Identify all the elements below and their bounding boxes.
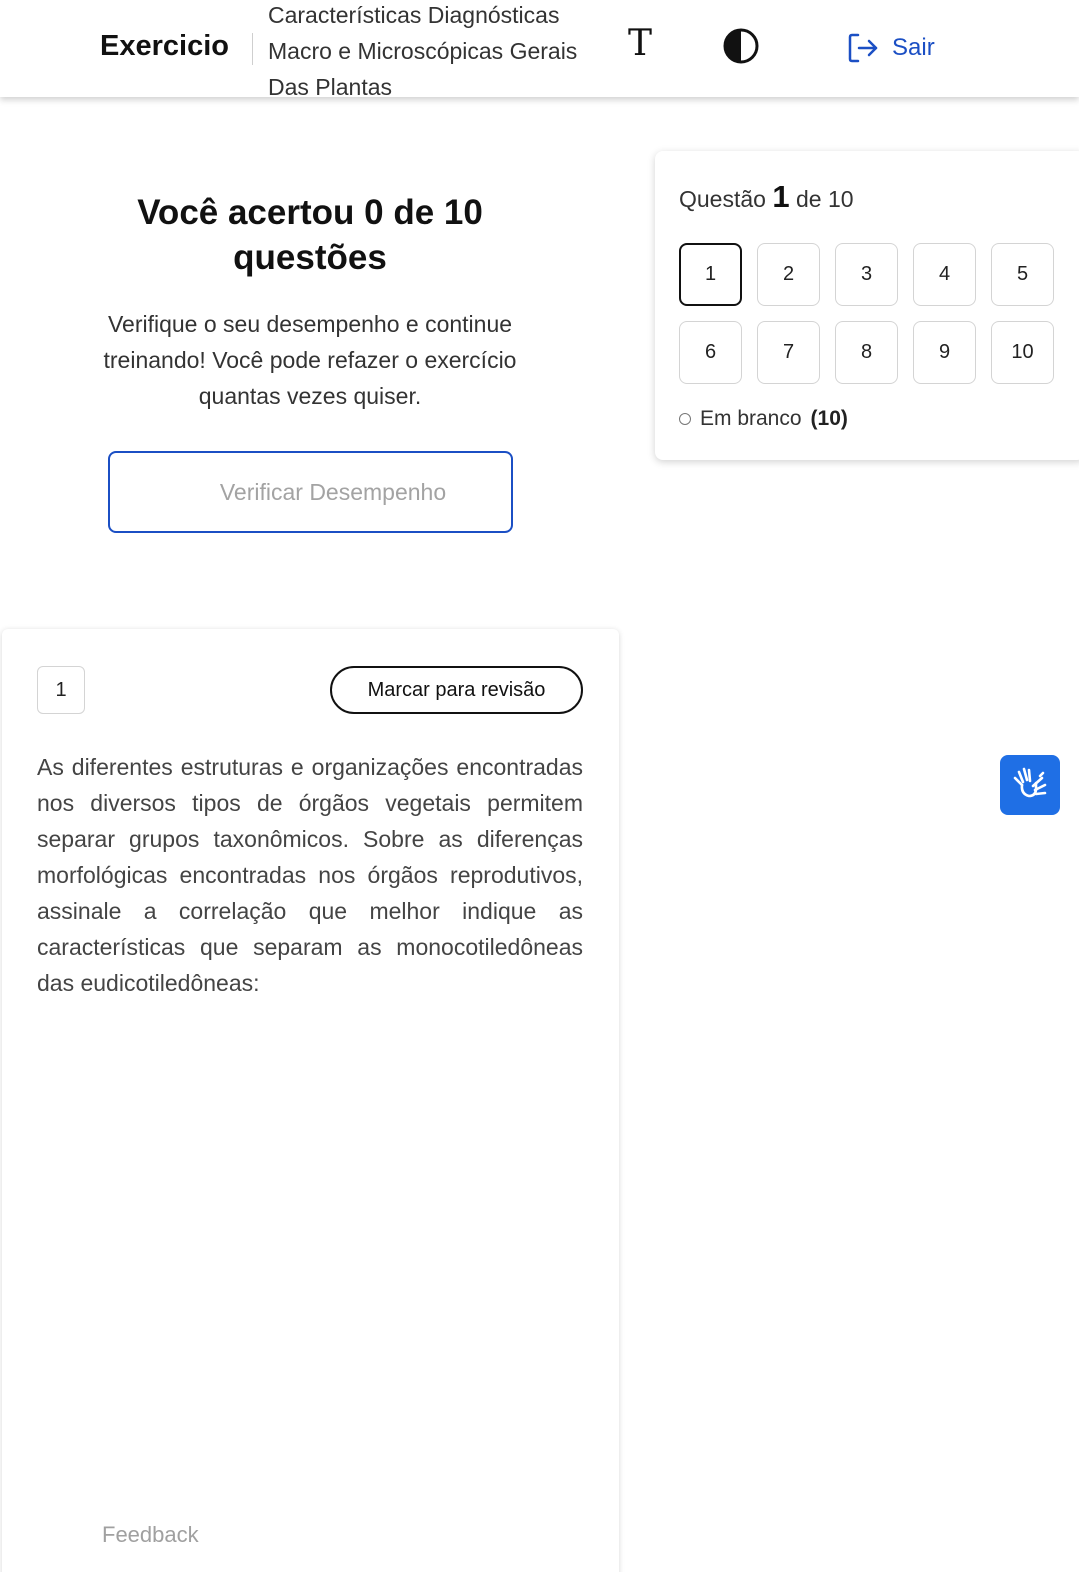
- blank-dot-icon: [679, 413, 691, 425]
- contrast-button[interactable]: [722, 27, 760, 65]
- question-button[interactable]: 4: [913, 243, 976, 306]
- verify-performance-button[interactable]: Verificar Desempenho: [108, 451, 513, 533]
- legend-label: Em branco: [700, 407, 802, 430]
- question-button[interactable]: 1: [679, 243, 742, 306]
- question-card: [2, 629, 619, 1572]
- exercise-subject: Características Diagnósticas Macro e Microscópicas Gerais Das Plantas: [268, 2, 578, 100]
- question-button[interactable]: 9: [913, 321, 976, 384]
- brand-title: Exercicio: [100, 30, 229, 62]
- font-size-icon: T: [627, 23, 652, 64]
- contrast-icon: [722, 27, 760, 65]
- question-grid: [679, 243, 1055, 384]
- question-button[interactable]: 2: [757, 243, 820, 306]
- sign-language-button[interactable]: [1000, 755, 1060, 815]
- question-button[interactable]: 10: [991, 321, 1054, 384]
- header-divider: [252, 33, 253, 65]
- logout-label: Sair: [892, 34, 935, 61]
- mark-for-review-button[interactable]: Marcar para revisão: [330, 666, 583, 714]
- font-size-button[interactable]: [618, 22, 662, 66]
- current-question-number: 1: [772, 179, 790, 214]
- question-button[interactable]: 6: [679, 321, 742, 384]
- question-text: As diferentes estruturas e organizações encontradas nos diversos tipos de órgãos vegetais permitem separar grupos taxonômicos. Sobre as diferenças morfológicas encontradas nos órgãos reprodutivos, assinale a correlação que melhor indique as características que separam as monocotiledôneas das eudicotiledôneas:: [37, 754, 583, 996]
- logout-button[interactable]: [846, 30, 935, 66]
- question-number-badge: 1: [37, 666, 85, 714]
- blank-legend: [679, 407, 848, 431]
- question-button[interactable]: 5: [991, 243, 1054, 306]
- question-button[interactable]: 3: [835, 243, 898, 306]
- result-title: Você acertou 0 de 10 questões: [137, 193, 483, 277]
- top-header: [0, 0, 1079, 100]
- logout-icon: [846, 31, 880, 65]
- sign-language-icon: [1009, 764, 1051, 806]
- question-button[interactable]: 7: [757, 321, 820, 384]
- feedback-link[interactable]: Feedback: [102, 1522, 199, 1547]
- legend-count: (10): [810, 407, 848, 430]
- result-description: Verifique o seu desempenho e continue treinando! Você pode refazer o exercício quantas vezes quiser.: [103, 311, 517, 409]
- question-button[interactable]: 8: [835, 321, 898, 384]
- question-navigator: [655, 151, 1079, 460]
- navigator-title: Questão 1 de 10: [679, 179, 854, 214]
